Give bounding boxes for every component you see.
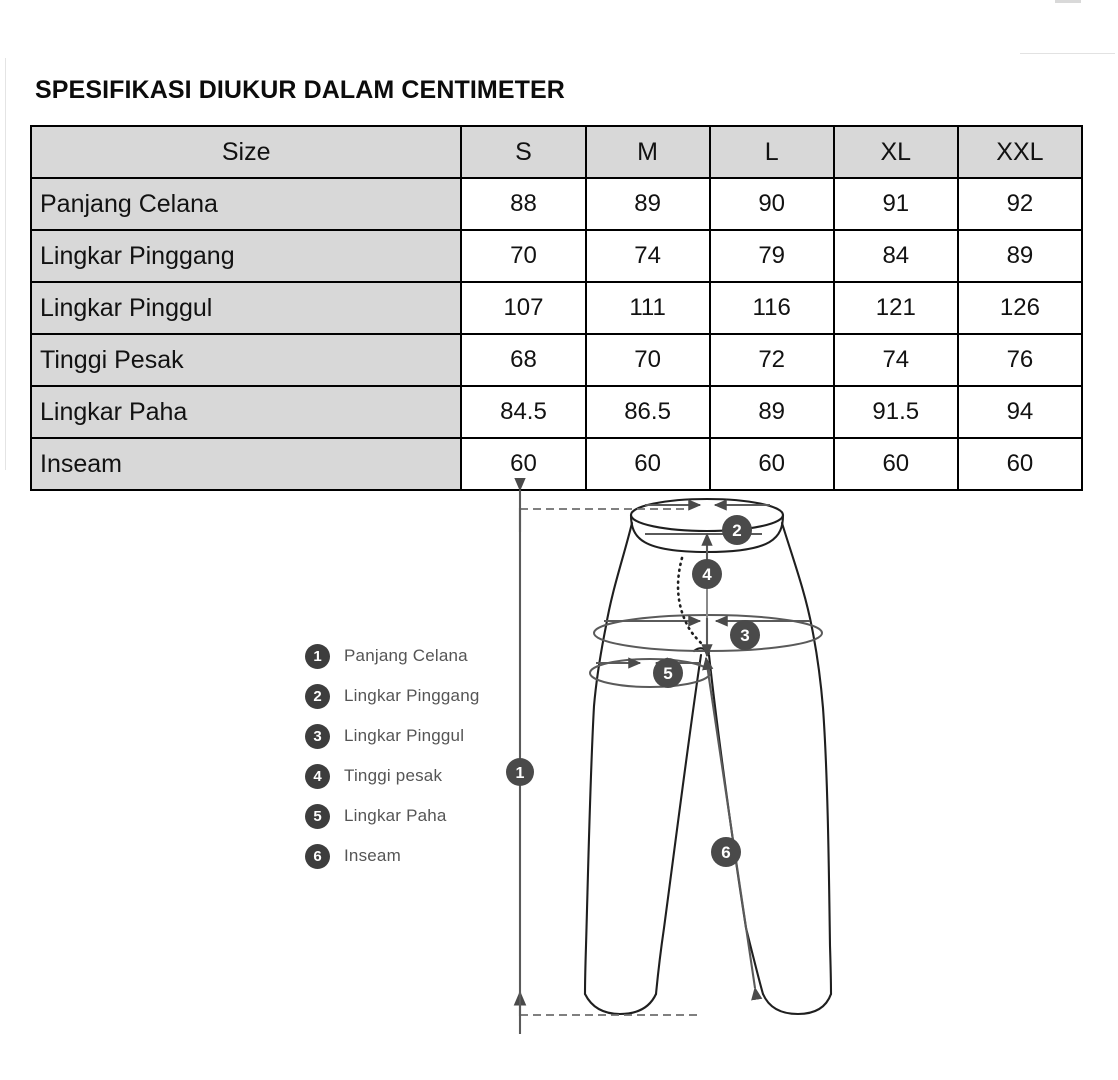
row-label: Lingkar Pinggang bbox=[31, 230, 461, 282]
cell-value: 107 bbox=[461, 282, 585, 334]
measure-1-panjang-celana bbox=[506, 490, 700, 1034]
cell-value: 121 bbox=[834, 282, 958, 334]
cell-value: 94 bbox=[958, 386, 1082, 438]
row-label: Lingkar Paha bbox=[31, 386, 461, 438]
legend-item-lingkar-pinggang bbox=[305, 676, 520, 716]
legend-label: Lingkar Paha bbox=[344, 806, 447, 825]
spec-title-bar bbox=[30, 55, 1083, 125]
legend-label: Inseam bbox=[344, 846, 401, 865]
legend-label: Lingkar Pinggang bbox=[344, 686, 480, 705]
cell-value: 88 bbox=[461, 178, 585, 230]
column-header-l: L bbox=[710, 126, 834, 178]
measure-6-inseam bbox=[706, 658, 755, 988]
cell-value: 111 bbox=[586, 282, 710, 334]
cell-value: 84 bbox=[834, 230, 958, 282]
row-label: Panjang Celana bbox=[31, 178, 461, 230]
cell-value: 60 bbox=[461, 438, 585, 490]
pants-measurement-diagram bbox=[0, 478, 1118, 1068]
cell-value: 74 bbox=[586, 230, 710, 282]
table-row bbox=[31, 334, 1082, 386]
cell-value: 116 bbox=[710, 282, 834, 334]
legend-item-panjang-celana bbox=[305, 636, 520, 676]
legend-badge-4-icon: 4 bbox=[305, 764, 330, 789]
legend-badge-3-icon: 3 bbox=[305, 724, 330, 749]
marker-1-label: 1 bbox=[515, 765, 525, 782]
cell-value: 89 bbox=[710, 386, 834, 438]
top-right-hairline bbox=[1020, 53, 1115, 54]
marker-4-label: 4 bbox=[702, 565, 712, 584]
table-row bbox=[31, 178, 1082, 230]
row-label: Tinggi Pesak bbox=[31, 334, 461, 386]
legend-label: Lingkar Pinggul bbox=[344, 726, 465, 745]
cell-value: 91 bbox=[834, 178, 958, 230]
cell-value: 86.5 bbox=[586, 386, 710, 438]
legend-badge-5-icon: 5 bbox=[305, 804, 330, 829]
column-header-m: M bbox=[586, 126, 710, 178]
cell-value: 74 bbox=[834, 334, 958, 386]
table-row bbox=[31, 230, 1082, 282]
marker-2-label: 2 bbox=[732, 521, 742, 540]
legend-item-tinggi-pesak bbox=[305, 756, 520, 796]
cell-value: 91.5 bbox=[834, 386, 958, 438]
cell-value: 79 bbox=[710, 230, 834, 282]
column-header-xl: XL bbox=[834, 126, 958, 178]
legend-item-lingkar-pinggul bbox=[305, 716, 520, 756]
measurement-legend bbox=[305, 636, 520, 876]
marker-5-label: 5 bbox=[663, 664, 673, 683]
cell-value: 76 bbox=[958, 334, 1082, 386]
cell-value: 90 bbox=[710, 178, 834, 230]
column-header-s: S bbox=[461, 126, 585, 178]
cell-value: 89 bbox=[958, 230, 1082, 282]
legend-badge-6-icon: 6 bbox=[305, 844, 330, 869]
page-title: SPESIFIKASI DIUKUR DALAM CENTIMETER bbox=[35, 75, 565, 104]
cell-value: 89 bbox=[586, 178, 710, 230]
cell-value: 92 bbox=[958, 178, 1082, 230]
cell-value: 126 bbox=[958, 282, 1082, 334]
cell-value: 70 bbox=[586, 334, 710, 386]
table-header-row bbox=[31, 126, 1082, 178]
legend-item-lingkar-paha bbox=[305, 796, 520, 836]
legend-item-inseam bbox=[305, 836, 520, 876]
legend-label: Panjang Celana bbox=[344, 646, 468, 665]
left-hairline bbox=[5, 58, 6, 470]
marker-6-label: 6 bbox=[721, 843, 731, 862]
measure-5-lingkar-paha bbox=[590, 658, 710, 688]
size-chart-table bbox=[30, 125, 1083, 491]
cell-value: 60 bbox=[834, 438, 958, 490]
legend-badge-2-icon: 2 bbox=[305, 684, 330, 709]
cell-value: 84.5 bbox=[461, 386, 585, 438]
table-row bbox=[31, 386, 1082, 438]
column-header-xxl: XXL bbox=[958, 126, 1082, 178]
row-label: Lingkar Pinggul bbox=[31, 282, 461, 334]
row-label: Inseam bbox=[31, 438, 461, 490]
column-header-size: Size bbox=[31, 126, 461, 178]
cell-value: 60 bbox=[586, 438, 710, 490]
legend-label: Tinggi pesak bbox=[344, 766, 443, 785]
cell-value: 60 bbox=[710, 438, 834, 490]
table-row bbox=[31, 282, 1082, 334]
top-edge-fragment bbox=[1055, 0, 1081, 3]
legend-badge-1-icon: 1 bbox=[305, 644, 330, 669]
cell-value: 72 bbox=[710, 334, 834, 386]
cell-value: 60 bbox=[958, 438, 1082, 490]
marker-3-label: 3 bbox=[740, 626, 750, 645]
cell-value: 68 bbox=[461, 334, 585, 386]
cell-value: 70 bbox=[461, 230, 585, 282]
